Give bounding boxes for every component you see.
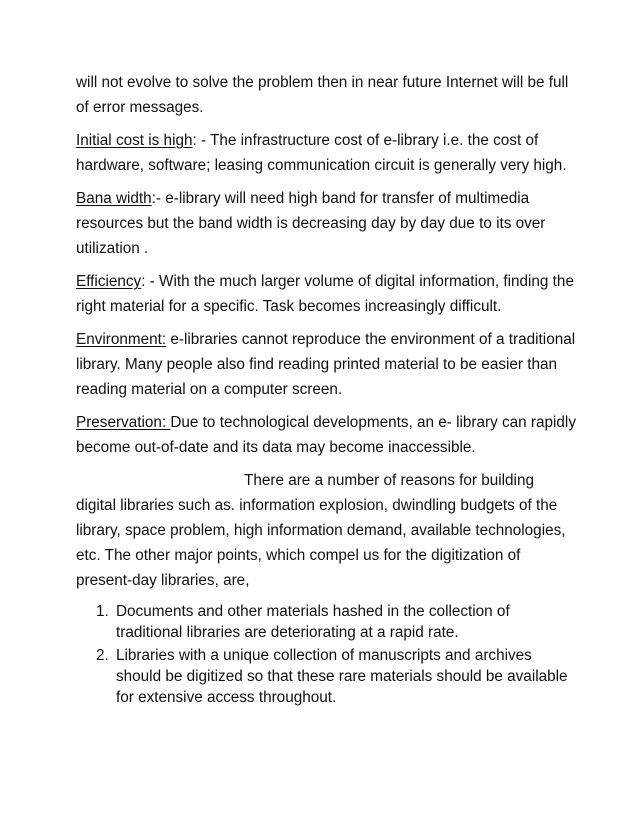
bandwidth-paragraph [76, 186, 576, 261]
list-item: 1. Documents and other materials hashed in the collection of traditional libraries are deteriorating at a rapid rate. [113, 601, 576, 643]
preservation-paragraph [76, 410, 576, 460]
initial-cost-body: : - The infrastructure cost of e-library i.e. the cost of hardware, software; leasing communication circuit is generally very high. [76, 132, 567, 174]
preservation-heading: Preservation: [76, 414, 171, 431]
efficiency-heading: Efficiency [76, 273, 142, 290]
reasons-list [76, 601, 576, 708]
environment-paragraph [76, 327, 576, 402]
environment-heading: Environment: [76, 331, 167, 348]
environment-body: e-libraries cannot reproduce the environment of a traditional library. Many people also find reading printed material to be easier than reading material on a computer screen. [76, 331, 576, 398]
reasons-paragraph [76, 468, 576, 593]
reasons-first-line: There are a number of reasons for building [244, 472, 534, 489]
efficiency-paragraph [76, 269, 576, 319]
bandwidth-body: :- e-library will need high band for transfer of multimedia resources but the band width is decreasing day by day due to its over utilization . [76, 190, 546, 257]
document-body [76, 70, 576, 710]
intro-continuation-paragraph: will not evolve to solve the problem then in near future Internet will be full of error messages. [76, 74, 569, 116]
preservation-body: Due to technological developments, an e- library can rapidly become out-of-date and its data may become inaccessible. [76, 414, 576, 456]
initial-cost-heading: Initial cost is high [76, 132, 193, 149]
reasons-rest: digital libraries such as. information explosion, dwindling budgets of the library, space problem, high information demand, available technologies, etc. The other major points, which compel us for the digitization of present-day libraries, are, [76, 497, 566, 589]
bandwidth-heading: Bana width [76, 190, 152, 207]
efficiency-body: : - With the much larger volume of digital information, finding the right material for a specific. Task becomes increasingly difficult. [76, 273, 574, 315]
initial-cost-paragraph [76, 128, 576, 178]
list-item: 2. Libraries with a unique collection of manuscripts and archives should be digitized so that these rare materials should be available for extensive access throughout. [113, 645, 576, 708]
